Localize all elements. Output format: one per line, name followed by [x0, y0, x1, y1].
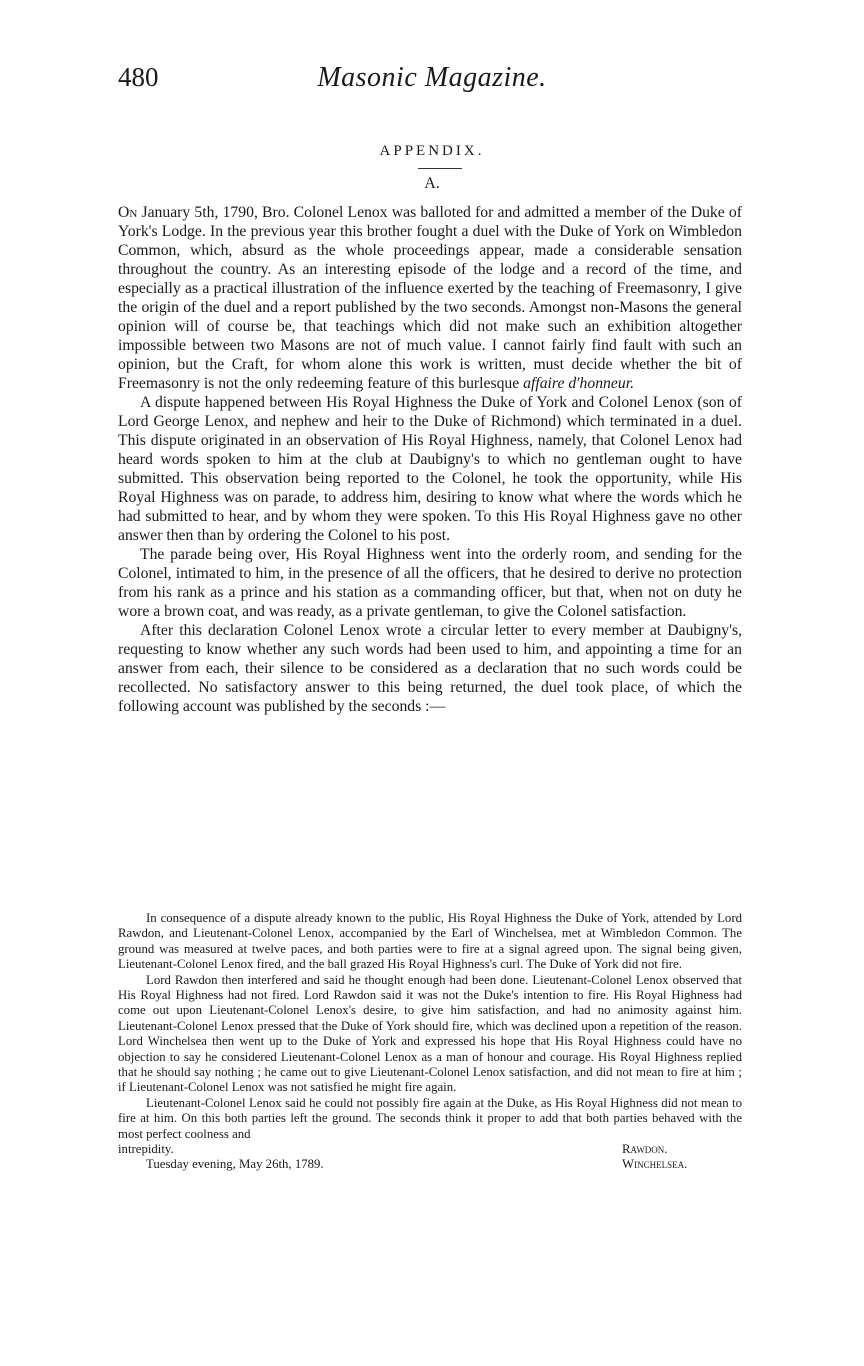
page-header — [118, 62, 746, 102]
page-number: 480 — [118, 62, 159, 92]
report-paragraph-3: Lieutenant-Colonel Lenox said he could not possibly fire again at the Duke, as His Royal Highness did not mean to fire at him. On this both parties left the ground. The seconds think it proper to add that both parties behaved with the most perfect coolness and — [118, 1095, 742, 1141]
paragraph-1-opening: On — [118, 204, 138, 221]
signature-winchelsea: Winchelsea. — [622, 1157, 688, 1172]
paragraph-4: After this declaration Colonel Lenox wrote a circular letter to every member at Daubigny's, requesting to know whether any such words had been used to him, and appointing a time for an answer from each, their silence to be considered as a declaration that no such words could be recollected. No satisfactory answer to this being returned, the duel took place, of which the following account was published by the seconds :— — [118, 622, 742, 715]
appendix-heading: APPENDIX. — [379, 143, 485, 159]
report-date: Tuesday evening, May 26th, 1789. — [146, 1157, 324, 1172]
journal-title: Masonic Magazine. — [317, 62, 547, 93]
signature-rawdon: Rawdon. — [622, 1142, 668, 1157]
heading-divider — [418, 168, 462, 169]
signature-row-1 — [118, 1142, 742, 1157]
article-body — [118, 203, 742, 716]
paragraph-1-italic: affaire d'honneur. — [523, 375, 634, 392]
paragraph-1 — [118, 203, 742, 393]
report-last-word: intrepidity. — [118, 1142, 174, 1157]
seconds-report — [118, 911, 742, 1173]
report-paragraph-2: Lord Rawdon then interfered and said he thought enough had been done. Lieutenant-Colonel Lenox observed that His Royal Highness had not fired. Lord Rawdon said it was not the Duke's intention to fire. His Royal Highness had come out upon Lieutenant-Colonel Lenox's desire, to give him satisfaction, and had no animosity against him. Lieutenant-Colonel Lenox pressed that the Duke of York should fire, which was declined upon a repetition of the reason. Lord Winchelsea then went up to the Duke of York and expressed his hope that His Royal Highness could have no objection to say he considered Lieutenant-Colonel Lenox as a man of honour and courage. His Royal Highness replied that he should say nothing ; he came out to give Lieutenant-Colonel Lenox satisfaction, and did not mean to fire at him ; if Lieutenant-Colonel Lenox was not satisfied he might fire again. — [118, 972, 742, 1095]
report-paragraph-1: In consequence of a dispute already known to the public, His Royal Highness the Duke of York, attended by Lord Rawdon, and Lieutenant-Colonel Lenox, accompanied by the Earl of Winchelsea, met at Wimbledon Common. The ground was measured at twelve paces, and both parties were to fire at a signal agreed upon. The signal being given, Lieutenant-Colonel Lenox fired, and the ball grazed His Royal Highness's curl. The Duke of York did not fire. — [118, 911, 742, 972]
section-letter: A. — [424, 175, 440, 192]
paragraph-2: A dispute happened between His Royal Highness the Duke of York and Colonel Lenox (son of Lord George Lenox, and nephew and heir to the Duke of Richmond) which terminated in a duel. This dispute originated in an observation of His Royal Highness, namely, that Colonel Lenox had heard words spoken to him at the club at Daubigny's to which no gentleman ought to have submitted. This observation being reported to the Colonel, he took the opportunity, while His Royal Highness was on parade, to address him, desiring to know what where the words which he had submitted to hear, and by whom they were spoken. To this His Royal Highness gave no other answer then than by ordering the Colonel to his post. — [118, 394, 742, 544]
paragraph-3: The parade being over, His Royal Highness went into the orderly room, and sending for the Colonel, intimated to him, in the presence of all the officers, that he desired to derive no protection from his rank as a prince and his station as a commanding officer, but that, when not on duty he wore a brown coat, and was ready, as a private gentleman, to give the Colonel satisfaction. — [118, 546, 742, 620]
paragraph-1-text: January 5th, 1790, Bro. Colonel Lenox was balloted for and admitted a member of the Duke of York's Lodge. In the previous year this brother fought a duel with the Duke of York on Wimbledon Common, which, absurd as the whole proceedings appear, made a considerable sensation throughout the country. As an interesting episode of the lodge and a record of the time, and especially as a practical illustration of the influence exerted by the teaching of Freemasonry, I give the origin of the duel and a report published by the two seconds. Amongst non-Masons the general opinion will of course be, that teachings which did not make such an exhibition altogether impossible between two Masons are not of much value. I cannot fairly find fault with such an opinion, but the Craft, for whom alone this work is written, must decide whether the bit of Freemasonry is not the only redeeming feature of this burlesque — [118, 204, 742, 392]
signature-row-2 — [118, 1157, 742, 1172]
